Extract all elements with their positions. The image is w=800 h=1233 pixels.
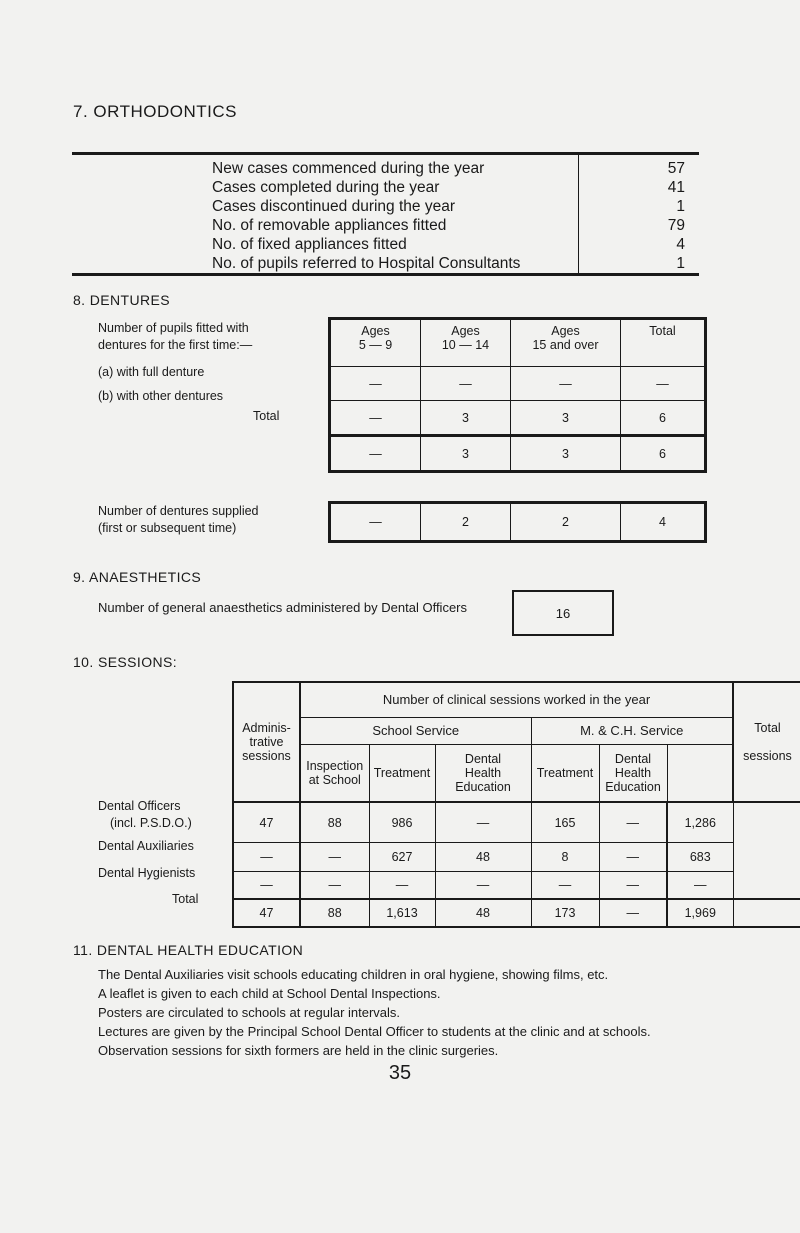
cell: 1,613 <box>369 899 435 927</box>
cell: — <box>531 872 599 900</box>
cell: 6 <box>621 401 706 436</box>
label-line: Number of dentures supplied <box>98 504 259 518</box>
cell: 3 <box>421 401 511 436</box>
intro-line: Number of pupils fitted with <box>98 321 249 335</box>
ortho-label: No. of fixed appliances fitted <box>212 236 407 253</box>
paragraph-line: Lectures are given by the Principal School Dental Officer to students at the clinic and at schools. <box>98 1024 651 1039</box>
cell: — <box>599 899 667 927</box>
cell: — <box>330 503 421 542</box>
table-row <box>233 872 800 900</box>
section-11-heading: 11. DENTAL HEALTH EDUCATION <box>73 942 304 958</box>
table-row <box>330 367 706 401</box>
table-row <box>233 843 800 872</box>
row-label-dental-auxiliaries: Dental Auxiliaries <box>98 839 194 853</box>
ortho-label: No. of pupils referred to Hospital Consultants <box>212 255 521 272</box>
cell: — <box>511 367 621 401</box>
table-row <box>330 401 706 436</box>
cell: — <box>233 872 300 900</box>
cell: 47 <box>233 899 300 927</box>
header-treatment: Treatment <box>369 745 435 803</box>
label-line: (incl. P.S.D.O.) <box>110 816 192 830</box>
cell: — <box>435 872 531 900</box>
row-label-total: Total <box>172 892 199 906</box>
cell: 3 <box>511 401 621 436</box>
page-number: 35 <box>388 1062 412 1084</box>
sessions-header-row-1 <box>233 682 800 718</box>
cell: — <box>599 802 667 843</box>
orthodontics-values <box>668 159 685 273</box>
header-cell: Total <box>621 319 706 367</box>
table-row <box>330 503 706 542</box>
cell: 88 <box>300 899 369 927</box>
cell: 986 <box>369 802 435 843</box>
cell: 4 <box>621 503 706 542</box>
cell: 48 <box>435 843 531 872</box>
row-label-a: (a) with full denture <box>98 365 205 379</box>
cell: — <box>435 802 531 843</box>
ortho-label: New cases commenced during the year <box>212 160 485 177</box>
section-9-heading: 9. ANAESTHETICS <box>73 569 202 585</box>
ortho-value: 1 <box>676 255 685 272</box>
header-total: Total sessions <box>733 682 800 802</box>
header-admin: Adminis- trative sessions <box>233 682 300 802</box>
paragraph-line: Posters are circulated to schools at regular intervals. <box>98 1005 401 1020</box>
cell: — <box>599 843 667 872</box>
sessions-table <box>232 681 800 928</box>
header-cell: Ages 5 — 9 <box>330 319 421 367</box>
cell: 2 <box>421 503 511 542</box>
cell: 48 <box>435 899 531 927</box>
ortho-value: 1 <box>676 198 685 215</box>
header-inspection: Inspection at School <box>300 745 369 803</box>
cell: 3 <box>511 436 621 472</box>
header-cell: Ages 15 and over <box>511 319 621 367</box>
paragraph-line: Observation sessions for sixth formers are held in the clinic surgeries. <box>98 1043 499 1058</box>
row-label-dental-hygienists: Dental Hygienists <box>98 866 196 880</box>
cell: 1,286 <box>667 802 733 843</box>
row-label-dental-officers <box>98 798 192 832</box>
cell: — <box>421 367 511 401</box>
cell: 165 <box>531 802 599 843</box>
dentures-header-row <box>330 319 706 367</box>
section-8-heading: 8. DENTURES <box>73 292 170 308</box>
header-treatment: Treatment <box>531 745 599 803</box>
cell: 1,969 <box>667 899 733 927</box>
dentures-intro <box>98 320 252 354</box>
ortho-value: 4 <box>676 236 685 253</box>
dentures-table <box>328 317 707 473</box>
paragraph-line: A leaflet is given to each child at School Dental Inspections. <box>98 986 441 1001</box>
dental-health-education-text <box>98 965 778 1060</box>
cell: — <box>330 436 421 472</box>
intro-line: dentures for the first time:— <box>98 338 253 352</box>
header-dhe: Dental Health Education <box>599 745 667 803</box>
ortho-value: 41 <box>667 179 685 196</box>
cell: 6 <box>621 436 706 472</box>
ortho-label: No. of removable appliances fitted <box>212 217 447 234</box>
cell: 627 <box>369 843 435 872</box>
header-school: School Service <box>300 718 531 745</box>
anaesthetics-value-box: 16 <box>512 590 614 636</box>
cell: — <box>300 872 369 900</box>
anaesthetics-text: Number of general anaesthetics administered by Dental Officers <box>98 600 468 615</box>
cell: 47 <box>233 802 300 843</box>
cell: — <box>621 367 706 401</box>
sessions-header-row-2 <box>233 718 800 745</box>
ortho-label: Cases completed during the year <box>212 179 440 196</box>
header-mch: M. & C.H. Service <box>531 718 733 745</box>
sessions-header-row-3 <box>233 745 800 803</box>
cell: 683 <box>667 843 733 872</box>
ortho-label: Cases discontinued during the year <box>212 198 455 215</box>
cell: — <box>300 843 369 872</box>
cell: — <box>369 872 435 900</box>
column-divider <box>578 155 579 273</box>
ortho-value: 57 <box>667 160 685 177</box>
cell: 88 <box>300 802 369 843</box>
label-line: Dental Officers <box>98 799 181 813</box>
dentures-supplied-table <box>328 501 707 543</box>
table-row <box>330 436 706 472</box>
paragraph-line: The Dental Auxiliaries visit schools educating children in oral hygiene, showing films, etc. <box>98 967 609 982</box>
cell: 3 <box>421 436 511 472</box>
section-7-heading: 7. ORTHODONTICS <box>73 102 237 121</box>
cell: 8 <box>531 843 599 872</box>
table-row <box>233 899 800 927</box>
row-label-b: (b) with other dentures <box>98 389 224 403</box>
table-row <box>233 802 800 843</box>
cell: — <box>667 872 733 900</box>
dentures-supplied-label <box>98 503 259 537</box>
orthodontics-table <box>72 152 699 276</box>
cell: — <box>330 401 421 436</box>
cell: — <box>599 872 667 900</box>
section-10-heading: 10. SESSIONS: <box>73 654 178 670</box>
ortho-value: 79 <box>667 217 685 234</box>
header-clinical: Number of clinical sessions worked in the year <box>300 682 733 718</box>
cell: — <box>330 367 421 401</box>
cell: 2 <box>511 503 621 542</box>
orthodontics-labels <box>212 159 520 273</box>
header-dhe: Dental Health Education <box>435 745 531 803</box>
cell: — <box>233 843 300 872</box>
header-cell: Ages 10 — 14 <box>421 319 511 367</box>
row-label-total: Total <box>253 409 280 423</box>
label-line: (first or subsequent time) <box>98 521 237 535</box>
cell: 173 <box>531 899 599 927</box>
